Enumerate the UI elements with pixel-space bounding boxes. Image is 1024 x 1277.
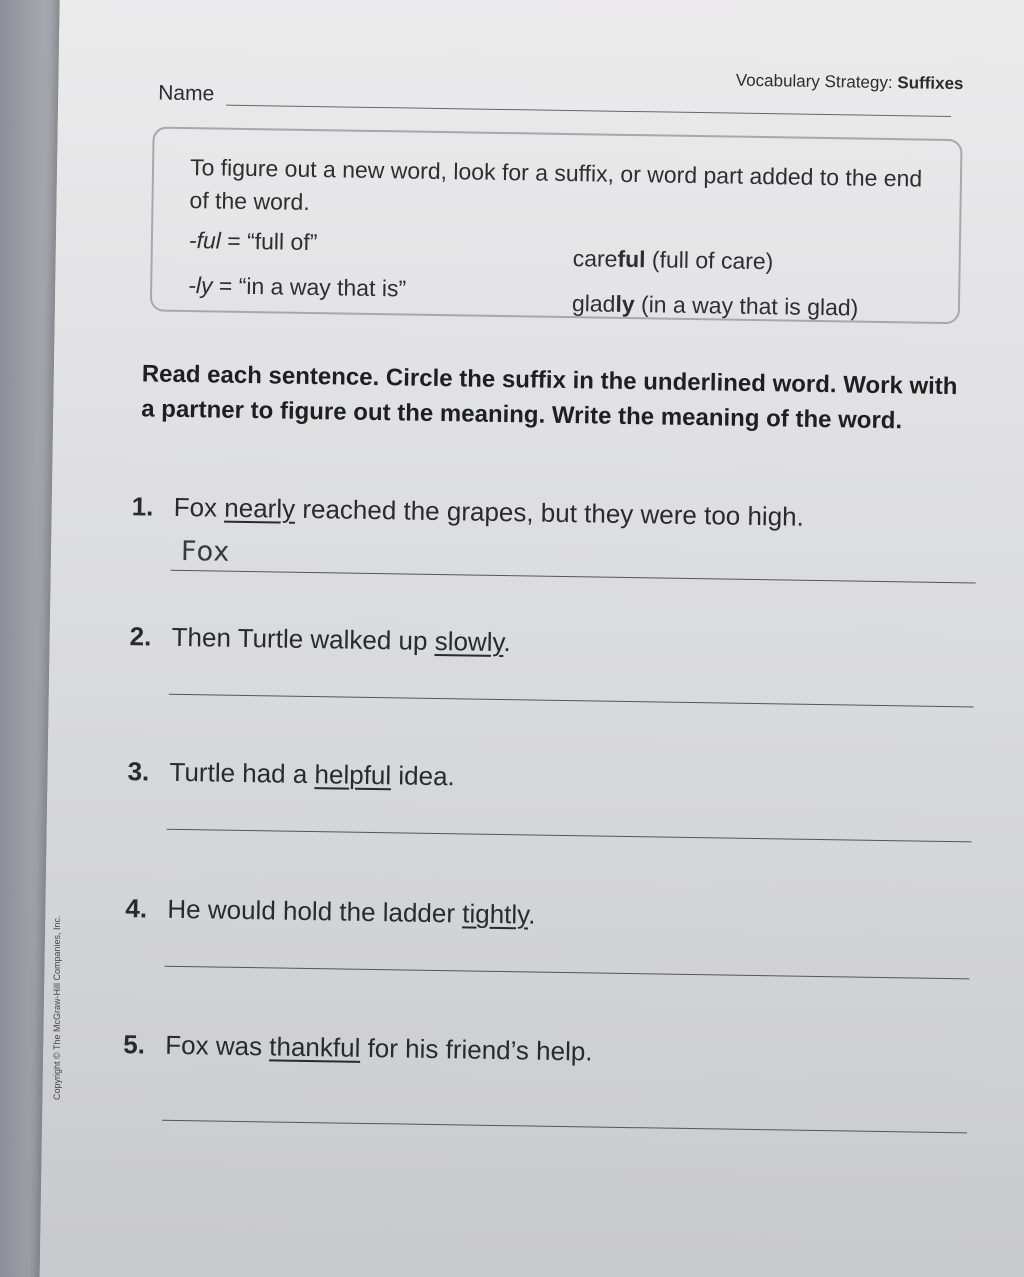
handwritten-answer: Fox [180,535,231,568]
sentence-start: Fox [173,491,225,523]
question-number: 1. [131,491,154,522]
sentence-end: . [528,899,536,930]
question-4 [125,893,985,938]
rule-ly-example [572,290,859,321]
question-number: 2. [129,621,152,652]
header [158,62,964,106]
sentence-end: for his friend’s help. [360,1032,593,1067]
example-meaning: (in a way that is glad) [634,291,859,321]
underlined-word[interactable]: nearly [224,492,296,524]
page-title [736,71,964,95]
example-suffix: ful [617,245,646,273]
name-field[interactable] [226,105,951,117]
rule-intro: To figure out a new word, look for a suffix, or word part added to the end of the word. [189,154,923,215]
rule-ful-definition [189,227,318,256]
question-3 [127,756,987,801]
name-label: Name [158,81,215,106]
question-5 [123,1029,983,1074]
question-number: 3. [127,756,150,787]
title-bold: Suffixes [897,73,964,94]
rule-ful-example [572,245,773,275]
sentence-end: . [503,627,512,658]
instructions: Read each sentence. Circle the suffix in the underlined word. Work with a partner to figure out the meaning. Write the meaning of the word. [141,360,958,435]
underlined-word[interactable]: thankful [269,1031,361,1063]
question-1 [131,491,991,568]
sentence-end: idea. [390,760,456,792]
example-suffix: ly [615,290,635,318]
sentence-end: reached the grapes, but they were too high. [294,493,805,532]
sentence-start: Then Turtle walked up [171,621,435,656]
answer-line[interactable] [171,570,976,584]
question-sentence [127,756,987,801]
example-stem: glad [571,290,616,317]
example-stem: care [572,245,618,272]
question-sentence [125,893,985,938]
question-number: 5. [123,1029,146,1060]
rule-ful-meaning: = “full of” [220,227,318,256]
answer-line[interactable] [165,966,970,980]
rule-ly-meaning: = “in a way that is” [212,272,407,302]
question-2 [129,621,989,666]
underlined-word[interactable]: tightly [462,898,529,930]
rule-ly-definition [188,272,406,302]
rule-ful-suffix: -ful [188,227,222,254]
answer-line[interactable] [169,694,974,708]
rule-ly-suffix: -ly [188,272,213,299]
suffix-rule-box [150,126,963,324]
title-prefix: Vocabulary Strategy: [735,70,898,93]
question-sentence [129,621,989,666]
example-meaning: (full of care) [645,246,774,275]
sentence-start: He would hold the ladder [167,893,463,929]
answer-line[interactable] [167,829,972,843]
copyright-notice: Copyright © The McGraw-Hill Companies, Inc. [52,915,62,1100]
underlined-word[interactable]: helpful [314,759,392,791]
question-number: 4. [125,893,148,924]
question-sentence [123,1029,983,1074]
underlined-word[interactable]: slowly [434,625,504,658]
worksheet-page [39,0,1024,1277]
sentence-start: Turtle had a [169,756,315,790]
question-sentence [131,491,991,536]
sentence-start: Fox was [165,1029,270,1062]
answer-line[interactable] [162,1120,967,1134]
